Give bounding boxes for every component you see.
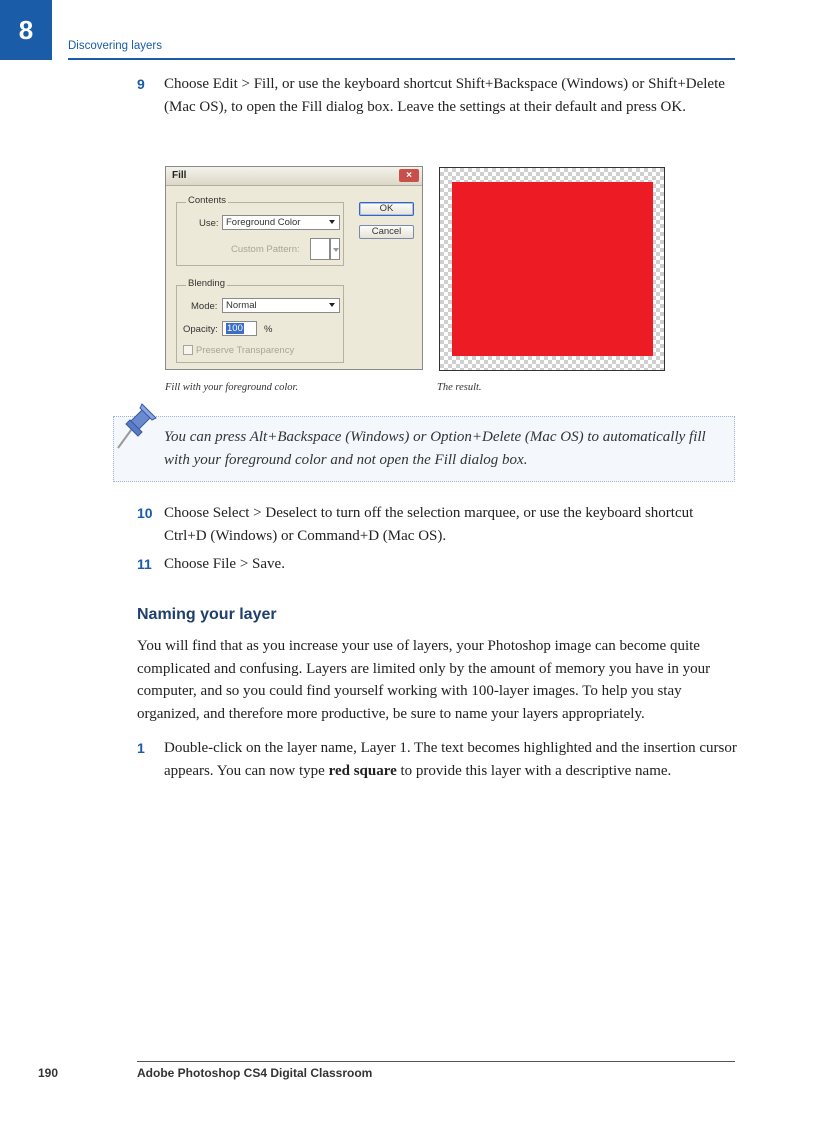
close-icon[interactable]: × [399,169,419,182]
pushpin-icon [112,400,158,452]
use-value: Foreground Color [226,217,301,228]
result-canvas [439,167,665,371]
contents-legend: Contents [188,195,227,206]
step-text: Choose Edit > Fill, or use the keyboard shortcut Shift+Backspace (Windows) or Shift+Delete (Mac OS), to open the Fill dialog box. Leave the settings at their default and press OK. [164,76,725,115]
opacity-label: Opacity: [183,324,218,335]
opacity-value: 100 [227,323,243,334]
ok-button[interactable]: OK [359,202,414,216]
red-square [452,182,653,356]
book-title: Adobe Photoshop CS4 Digital Classroom [137,1066,373,1080]
running-head: Discovering layers [68,40,162,52]
caption-fill-dialog: Fill with your foreground color. [165,382,299,393]
use-dropdown[interactable] [222,215,340,230]
header-rule [68,58,735,60]
blending-legend: Blending [188,278,225,289]
opacity-unit: % [264,324,273,335]
mode-value: Normal [226,300,257,311]
custom-pattern-label: Custom Pattern: [231,244,300,255]
step-number: 9 [137,76,145,92]
custom-pattern-swatch [310,238,330,260]
mode-dropdown[interactable] [222,298,340,313]
tip-box [113,416,735,482]
step-text-after: to provide this layer with a descriptive name. [396,762,672,779]
chevron-down-icon [329,303,335,307]
opacity-input[interactable] [222,321,257,336]
cancel-button[interactable]: Cancel [359,225,414,239]
mode-label: Mode: [191,301,218,312]
chevron-down-icon [333,248,339,252]
step-text: Choose Select > Deselect to turn off the selection marquee, or use the keyboard shortcut Ctrl+D (Windows) or Command+D (Mac OS). [164,505,694,544]
step-text-before: Double-click on the layer name, Layer 1. The text becomes highlighted and the insertion cursor appears. You can now type [164,740,737,779]
chapter-tab: 8 [0,0,52,60]
step-text [164,737,737,782]
use-label: Use: [199,218,219,229]
preserve-transparency-label: Preserve Transparency [196,345,295,356]
preserve-transparency-checkbox[interactable] [183,345,193,355]
dialog-title: Fill [172,170,187,181]
step-text: Choose File > Save. [164,556,285,572]
fill-dialog [165,166,423,370]
step-1 [137,737,737,782]
chevron-down-icon [329,220,335,224]
caption-result: The result. [437,382,482,393]
tip-text: You can press Alt+Backspace (Windows) or Option+Delete (Mac OS) to automatically fill with your foreground color and not open the Fill dialog box. [164,429,706,468]
step-number: 11 [137,556,152,572]
page-number: 190 [38,1066,59,1080]
section-heading: Naming your layer [137,606,277,623]
step-10 [137,502,737,547]
body-paragraph: You will find that as you increase your use of layers, your Photoshop image can become quite complicated and confusing. Layers are limited only by the amount of memory you have in your computer, and so you could find yourself working with 100-layer images. To help you stay organized, and therefore more productive, be sure to name your layers appropriately. [137,638,711,722]
footer-rule [137,1061,735,1062]
pattern-picker-button [330,238,340,260]
dialog-title-bar [166,167,422,186]
step-9 [137,73,737,118]
step-number: 1 [137,740,145,756]
step-11 [137,553,737,576]
bold-term: red square [328,762,397,779]
step-number: 10 [137,505,153,521]
